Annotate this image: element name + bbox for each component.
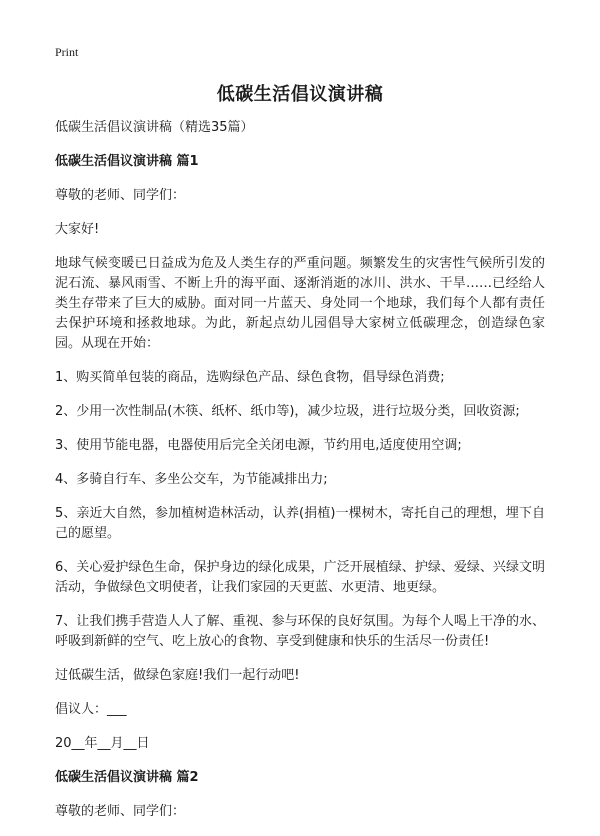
section-heading-2: 低碳生活倡议演讲稿 篇2: [55, 770, 199, 785]
list-item: 3、使用节能电器，电器使用后完全关闭电源，节约用电,适度使用空调;: [55, 438, 462, 453]
proposer-line: 倡议人：___: [55, 702, 127, 717]
document-body: [55, 118, 545, 836]
hello: 大家好!: [55, 222, 100, 237]
list-item: 1、购买简单包装的商品，选购绿色产品、绿色食物，倡导绿色消费;: [55, 370, 445, 385]
greeting: 尊敬的老师、同学们：: [55, 188, 186, 203]
list-item: 4、多骑自行车、多坐公交车，为节能减排出力;: [55, 472, 328, 487]
intro-paragraph: 地球气候变暖已日益成为危及人类生存的严重问题。频繁发生的灾害性气候所引发的泥石流、暴风雨雪、不断上升的海平面、逐渐消逝的冰川、洪水、干旱……已经给人类生存带来了巨大的威胁。面对同一片蓝天、身处同一个地球，我们每个人都有责任去保护环境和拯救地球。为此，新起点幼儿园倡导大家树立低碳理念，创造绿色家园。从现在开始：: [55, 256, 545, 351]
section-heading-1: 低碳生活倡议演讲稿 篇1: [55, 154, 199, 169]
page-title: 低碳生活倡议演讲稿: [216, 84, 384, 105]
list-item: 6、关心爱护绿色生命，保护身边的绿化成果，广泛开展植绿、护绿、爱绿、兴绿文明活动，争做绿色文明使者，让我们家园的天更蓝、水更清、地更绿。: [55, 560, 545, 595]
date-line: 20__年__月__日: [55, 736, 150, 751]
list-item: 7、让我们携手营造人人了解、重视、参与环保的良好氛围。为每个人喝上干净的水、呼吸到新鲜的空气、吃上放心的食物、享受到健康和快乐的生活尽一份责任!: [55, 614, 545, 649]
subtitle: 低碳生活倡议演讲稿（精选35篇）: [55, 120, 254, 135]
print-label[interactable]: Print: [55, 45, 79, 59]
list-item: 2、少用一次性制品(木筷、纸杯、纸巾等)，减少垃圾，进行垃圾分类，回收资源;: [55, 404, 520, 419]
closing-line: 过低碳生活，做绿色家庭!我们一起行动吧!: [55, 668, 300, 683]
list-item: 5、亲近大自然，参加植树造林活动，认养(捐植)一棵树木，寄托自己的理想，埋下自己的愿望。: [55, 506, 545, 541]
greeting-2: 尊敬的老师、同学们：: [55, 804, 186, 819]
